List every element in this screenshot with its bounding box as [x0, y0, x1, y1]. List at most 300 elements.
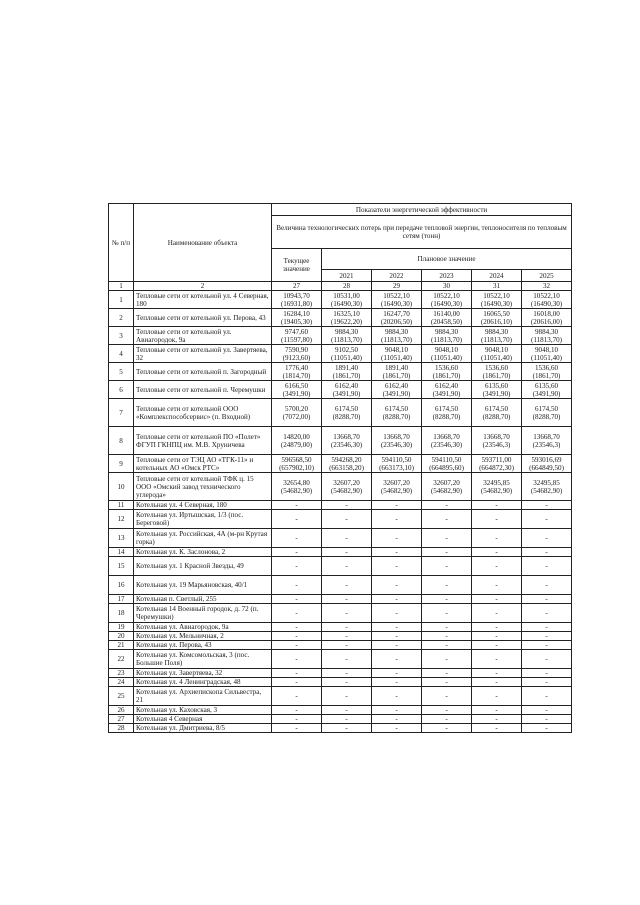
- dash-cell: -: [472, 529, 522, 548]
- column-index: 28: [322, 282, 372, 291]
- table-row: [109, 678, 572, 687]
- header-year: 2023: [422, 270, 472, 282]
- dash-cell: -: [322, 557, 372, 576]
- table-row: [109, 604, 572, 623]
- dash-cell: -: [472, 576, 522, 595]
- value-main: 13668,70: [433, 432, 460, 441]
- table-row: [109, 291, 572, 309]
- value-paren: (9123,60): [282, 353, 311, 362]
- value-cell: [272, 291, 322, 309]
- value-cell: [272, 309, 322, 327]
- value-paren: (11051,40): [330, 353, 363, 362]
- value-cell: [272, 345, 322, 363]
- object-name: Тепловые сети от ТЭЦ АО «ТГК-11» и котельных АО «Омск РТС»: [134, 455, 272, 473]
- value-main: 6174,50: [484, 404, 509, 413]
- value-cell: [272, 473, 322, 501]
- dash-cell: -: [322, 715, 372, 724]
- value-main: 32495,85: [483, 478, 510, 487]
- dash-cell: -: [472, 669, 522, 678]
- value-paren: (1861,70): [482, 371, 511, 380]
- table-row: [109, 455, 572, 473]
- value-main: 6162,40: [434, 381, 459, 390]
- value-paren: (16490,30): [330, 299, 363, 308]
- dash-cell: -: [472, 641, 522, 650]
- object-name: Тепловые сети от котельной п. Загородный: [134, 363, 272, 381]
- value-cell: [272, 399, 322, 427]
- dash-cell: -: [522, 669, 572, 678]
- value-main: 7590,90: [284, 345, 309, 354]
- value-main: 13668,70: [483, 432, 510, 441]
- value-main: 32607,20: [383, 478, 410, 487]
- dash-cell: -: [322, 604, 372, 623]
- value-main: 16284,10: [283, 309, 310, 318]
- row-number: 10: [109, 473, 134, 501]
- column-index: 2: [134, 282, 272, 291]
- value-main: 596568,50: [281, 455, 312, 464]
- dash-cell: -: [322, 510, 372, 529]
- row-number: 4: [109, 345, 134, 363]
- table-body: [109, 291, 572, 733]
- value-cell: [272, 327, 322, 345]
- row-number: 1: [109, 291, 134, 309]
- value-cell: [322, 363, 372, 381]
- dash-cell: -: [472, 687, 522, 706]
- dash-cell: -: [372, 557, 422, 576]
- dash-cell: -: [472, 706, 522, 715]
- value-paren: (23546,30): [380, 440, 413, 449]
- value-cell: [522, 427, 572, 455]
- value-paren: (664872,30): [479, 463, 514, 472]
- dash-cell: -: [272, 715, 322, 724]
- dash-cell: -: [372, 715, 422, 724]
- value-cell: [372, 427, 422, 455]
- dash-cell: -: [272, 548, 322, 557]
- value-cell: [422, 309, 472, 327]
- dash-cell: -: [522, 724, 572, 733]
- dash-cell: -: [472, 724, 522, 733]
- dash-cell: -: [372, 678, 422, 687]
- value-paren: (1861,70): [432, 371, 461, 380]
- dash-cell: -: [272, 501, 322, 510]
- column-index: 1: [109, 282, 134, 291]
- dash-cell: -: [372, 687, 422, 706]
- value-cell: [272, 455, 322, 473]
- value-main: 32607,20: [333, 478, 360, 487]
- value-cell: [372, 363, 422, 381]
- value-paren: (11051,40): [380, 353, 413, 362]
- value-cell: [372, 345, 422, 363]
- dash-cell: -: [372, 641, 422, 650]
- dash-cell: -: [372, 529, 422, 548]
- object-name: Котельная ул. Иртышская, 1/3 (пос. Береговой): [134, 510, 272, 529]
- row-number: 16: [109, 576, 134, 595]
- dash-cell: -: [272, 706, 322, 715]
- value-paren: (1861,70): [382, 371, 411, 380]
- value-main: 10943,70: [283, 291, 310, 300]
- dash-cell: -: [422, 706, 472, 715]
- dash-cell: -: [472, 501, 522, 510]
- value-paren: (3491,90): [532, 389, 561, 398]
- value-cell: [322, 455, 372, 473]
- row-number: 26: [109, 706, 134, 715]
- value-paren: (20206,50): [380, 317, 413, 326]
- dash-cell: -: [422, 623, 472, 632]
- value-paren: (20616,00): [530, 317, 563, 326]
- dash-cell: -: [322, 678, 372, 687]
- value-main: 1536,60: [434, 363, 459, 372]
- value-cell: [422, 363, 472, 381]
- table-row: [109, 706, 572, 715]
- header-num: № п/п: [109, 204, 134, 282]
- value-paren: (54682,90): [530, 486, 563, 495]
- dash-cell: -: [422, 604, 472, 623]
- value-main: 9048,10: [384, 345, 409, 354]
- header-year: 2021: [322, 270, 372, 282]
- row-number: 22: [109, 650, 134, 669]
- table-row: [109, 632, 572, 641]
- value-cell: [522, 399, 572, 427]
- value-cell: [522, 327, 572, 345]
- value-paren: (54682,90): [280, 486, 313, 495]
- dash-cell: -: [422, 510, 472, 529]
- dash-cell: -: [372, 510, 422, 529]
- dash-cell: -: [422, 632, 472, 641]
- value-cell: [372, 473, 422, 501]
- table-row: [109, 510, 572, 529]
- value-main: 594110,50: [381, 455, 412, 464]
- object-name: Тепловые сети от котельной ПО «Полет» ФГУП ГКНПЦ им. М.В. Хруничева: [134, 427, 272, 455]
- object-name: Котельная ул. 19 Марьяновская, 40/1: [134, 576, 272, 595]
- dash-cell: -: [422, 715, 472, 724]
- dash-cell: -: [422, 641, 472, 650]
- value-main: 10522,10: [483, 291, 510, 300]
- object-name: Котельная ул. 1 Красной Звезды, 49: [134, 557, 272, 576]
- value-cell: [472, 345, 522, 363]
- value-paren: (1861,70): [332, 371, 361, 380]
- row-number: 13: [109, 529, 134, 548]
- value-paren: (11597,80): [280, 335, 313, 344]
- value-paren: (11813,70): [430, 335, 463, 344]
- dash-cell: -: [422, 529, 472, 548]
- object-name: Тепловые сети от котельной ул. Авиагородок, 9а: [134, 327, 272, 345]
- table-header: [109, 204, 572, 291]
- value-cell: [422, 427, 472, 455]
- dash-cell: -: [322, 548, 372, 557]
- value-cell: [522, 473, 572, 501]
- dash-cell: -: [522, 595, 572, 604]
- value-cell: [272, 427, 322, 455]
- header-object-name: Наименование объекта: [134, 204, 272, 282]
- value-main: 6135,60: [534, 381, 559, 390]
- dash-cell: -: [522, 510, 572, 529]
- table-row: [109, 715, 572, 724]
- table-row: [109, 576, 572, 595]
- value-main: 9884,30: [384, 327, 409, 336]
- row-number: 23: [109, 669, 134, 678]
- dash-cell: -: [522, 706, 572, 715]
- value-paren: (1814,70): [282, 371, 311, 380]
- column-index: 32: [522, 282, 572, 291]
- value-cell: [422, 381, 472, 399]
- column-index-row: [109, 282, 572, 291]
- object-name: Тепловые сети от котельной ООО «Комплекспособсервис» (п. Входной): [134, 399, 272, 427]
- dash-cell: -: [272, 529, 322, 548]
- row-number: 28: [109, 724, 134, 733]
- dash-cell: -: [322, 529, 372, 548]
- value-paren: (11813,70): [380, 335, 413, 344]
- dash-cell: -: [372, 604, 422, 623]
- dash-cell: -: [522, 604, 572, 623]
- value-cell: [322, 399, 372, 427]
- value-paren: (11813,70): [480, 335, 513, 344]
- value-cell: [522, 363, 572, 381]
- dash-cell: -: [472, 623, 522, 632]
- value-main: 10522,10: [533, 291, 560, 300]
- object-name: Тепловые сети от котельной ул. Перова, 43: [134, 309, 272, 327]
- table-row: [109, 309, 572, 327]
- dash-cell: -: [522, 687, 572, 706]
- row-number: 20: [109, 632, 134, 641]
- dash-cell: -: [472, 604, 522, 623]
- value-cell: [422, 327, 472, 345]
- row-number: 5: [109, 363, 134, 381]
- dash-cell: -: [372, 706, 422, 715]
- table-row: [109, 650, 572, 669]
- dash-cell: -: [522, 650, 572, 669]
- value-cell: [422, 345, 472, 363]
- row-number: 19: [109, 623, 134, 632]
- value-main: 32607,20: [433, 478, 460, 487]
- header-subgroup-title: Величина технологических потерь при передаче тепловой энергии, теплоносителя по тепловым сетям (тонн): [272, 216, 572, 249]
- value-main: 6166,50: [284, 381, 309, 390]
- table-row: [109, 345, 572, 363]
- value-paren: (8288,70): [332, 412, 361, 421]
- header-year: 2025: [522, 270, 572, 282]
- value-main: 6174,50: [534, 404, 559, 413]
- value-main: 1891,40: [384, 363, 409, 372]
- value-main: 14820,00: [283, 432, 310, 441]
- object-name: Тепловые сети от котельной ул. Завертяева, 32: [134, 345, 272, 363]
- table-row: [109, 529, 572, 548]
- value-main: 1536,60: [484, 363, 509, 372]
- value-cell: [372, 291, 422, 309]
- value-main: 13668,70: [533, 432, 560, 441]
- value-paren: (663158,20): [329, 463, 364, 472]
- row-number: 9: [109, 455, 134, 473]
- value-paren: (54682,90): [380, 486, 413, 495]
- value-main: 10531,00: [333, 291, 360, 300]
- value-paren: (3491,90): [482, 389, 511, 398]
- value-main: 9048,10: [484, 345, 509, 354]
- header-group-title: Показатели энергетической эффективности: [272, 204, 572, 216]
- value-cell: [422, 291, 472, 309]
- row-number: 25: [109, 687, 134, 706]
- dash-cell: -: [272, 557, 322, 576]
- object-name: Котельная ул. Дмитриева, 8/5: [134, 724, 272, 733]
- value-main: 9102,50: [334, 345, 359, 354]
- value-main: 593711,00: [481, 455, 512, 464]
- value-paren: (54682,90): [330, 486, 363, 495]
- table-row: [109, 501, 572, 510]
- dash-cell: -: [422, 678, 472, 687]
- dash-cell: -: [522, 576, 572, 595]
- table-row: [109, 399, 572, 427]
- value-paren: (663173,10): [379, 463, 414, 472]
- value-paren: (3491,90): [432, 389, 461, 398]
- value-main: 1536,60: [534, 363, 559, 372]
- dash-cell: -: [472, 650, 522, 669]
- dash-cell: -: [522, 557, 572, 576]
- value-cell: [472, 473, 522, 501]
- dash-cell: -: [272, 687, 322, 706]
- object-name: Тепловые сети от котельной п. Черемушки: [134, 381, 272, 399]
- value-paren: (8288,70): [432, 412, 461, 421]
- value-cell: [272, 363, 322, 381]
- dash-cell: -: [322, 576, 372, 595]
- object-name: Котельная п. Светлый, 255: [134, 595, 272, 604]
- value-paren: (11051,40): [430, 353, 463, 362]
- row-number: 11: [109, 501, 134, 510]
- dash-cell: -: [522, 548, 572, 557]
- row-number: 24: [109, 678, 134, 687]
- table-row: [109, 687, 572, 706]
- header-current-value: Текущее значение: [272, 249, 322, 282]
- dash-cell: -: [272, 595, 322, 604]
- dash-cell: -: [322, 724, 372, 733]
- dash-cell: -: [472, 715, 522, 724]
- value-paren: (16490,30): [430, 299, 463, 308]
- value-cell: [322, 327, 372, 345]
- value-main: 6174,50: [434, 404, 459, 413]
- value-main: 16140,00: [433, 309, 460, 318]
- value-main: 6162,40: [384, 381, 409, 390]
- column-index: 27: [272, 282, 322, 291]
- table-row: [109, 669, 572, 678]
- value-cell: [472, 309, 522, 327]
- value-cell: [322, 345, 372, 363]
- row-number: 12: [109, 510, 134, 529]
- column-index: 29: [372, 282, 422, 291]
- value-paren: (664849,50): [529, 463, 564, 472]
- dash-cell: -: [372, 576, 422, 595]
- dash-cell: -: [422, 724, 472, 733]
- dash-cell: -: [372, 548, 422, 557]
- table-row: [109, 427, 572, 455]
- dash-cell: -: [272, 632, 322, 641]
- value-main: 9048,10: [534, 345, 559, 354]
- row-number: 7: [109, 399, 134, 427]
- dash-cell: -: [372, 724, 422, 733]
- value-main: 13668,70: [383, 432, 410, 441]
- dash-cell: -: [272, 510, 322, 529]
- value-paren: (7072,00): [282, 412, 311, 421]
- dash-cell: -: [472, 595, 522, 604]
- dash-cell: -: [372, 595, 422, 604]
- value-main: 16325,10: [333, 309, 360, 318]
- object-name: Котельная ул. Архиепископа Сильвестра, 21: [134, 687, 272, 706]
- dash-cell: -: [422, 501, 472, 510]
- value-main: 6135,60: [484, 381, 509, 390]
- value-main: 593016,69: [531, 455, 562, 464]
- value-paren: (11813,70): [330, 335, 363, 344]
- table-row: [109, 363, 572, 381]
- object-name: Котельная ул. Перова, 43: [134, 641, 272, 650]
- dash-cell: -: [422, 576, 472, 595]
- value-cell: [422, 473, 472, 501]
- value-cell: [472, 381, 522, 399]
- row-number: 3: [109, 327, 134, 345]
- row-number: 21: [109, 641, 134, 650]
- value-cell: [522, 455, 572, 473]
- value-paren: (23546,3): [482, 440, 511, 449]
- object-name: Котельная ул. К. Заслонова, 2: [134, 548, 272, 557]
- table-row: [109, 724, 572, 733]
- value-main: 1891,40: [334, 363, 359, 372]
- object-name: Котельная ул. Завертяева, 32: [134, 669, 272, 678]
- value-main: 9884,30: [434, 327, 459, 336]
- dash-cell: -: [472, 557, 522, 576]
- object-name: Котельная ул. Российская, 4А (м-рн Крутая горка): [134, 529, 272, 548]
- dash-cell: -: [472, 632, 522, 641]
- dash-cell: -: [422, 557, 472, 576]
- value-cell: [372, 455, 422, 473]
- dash-cell: -: [272, 623, 322, 632]
- value-paren: (11813,70): [530, 335, 563, 344]
- object-name: Тепловые сети от котельной ул. 4 Северная, 180: [134, 291, 272, 309]
- value-cell: [372, 309, 422, 327]
- value-cell: [422, 399, 472, 427]
- value-main: 9884,30: [334, 327, 359, 336]
- dash-cell: -: [272, 724, 322, 733]
- dash-cell: -: [472, 678, 522, 687]
- value-main: 16247,70: [383, 309, 410, 318]
- table-row: [109, 381, 572, 399]
- dash-cell: -: [372, 669, 422, 678]
- value-main: 9884,30: [484, 327, 509, 336]
- dash-cell: -: [322, 595, 372, 604]
- dash-cell: -: [322, 623, 372, 632]
- value-paren: (3491,90): [382, 389, 411, 398]
- table-row: [109, 623, 572, 632]
- object-name: Котельная ул. Каховская, 3: [134, 706, 272, 715]
- value-cell: [522, 345, 572, 363]
- dash-cell: -: [472, 548, 522, 557]
- row-number: 18: [109, 604, 134, 623]
- document-sheet: [108, 203, 571, 733]
- row-number: 14: [109, 548, 134, 557]
- value-main: 6174,50: [334, 404, 359, 413]
- dash-cell: -: [322, 687, 372, 706]
- dash-cell: -: [322, 669, 372, 678]
- value-main: 16065,50: [483, 309, 510, 318]
- value-cell: [372, 327, 422, 345]
- value-paren: (8288,70): [482, 412, 511, 421]
- dash-cell: -: [322, 501, 372, 510]
- object-name: Котельная ул. Авиагородок, 9а: [134, 623, 272, 632]
- value-main: 9048,10: [434, 345, 459, 354]
- column-index: 31: [472, 282, 522, 291]
- table-row: [109, 595, 572, 604]
- value-main: 10522,10: [433, 291, 460, 300]
- value-cell: [472, 399, 522, 427]
- value-paren: (19405,30): [280, 317, 313, 326]
- value-paren: (11051,40): [480, 353, 513, 362]
- value-main: 594268,20: [331, 455, 362, 464]
- dash-cell: -: [522, 715, 572, 724]
- value-paren: (54682,90): [430, 486, 463, 495]
- value-paren: (3491,90): [332, 389, 361, 398]
- value-paren: (664895,60): [429, 463, 464, 472]
